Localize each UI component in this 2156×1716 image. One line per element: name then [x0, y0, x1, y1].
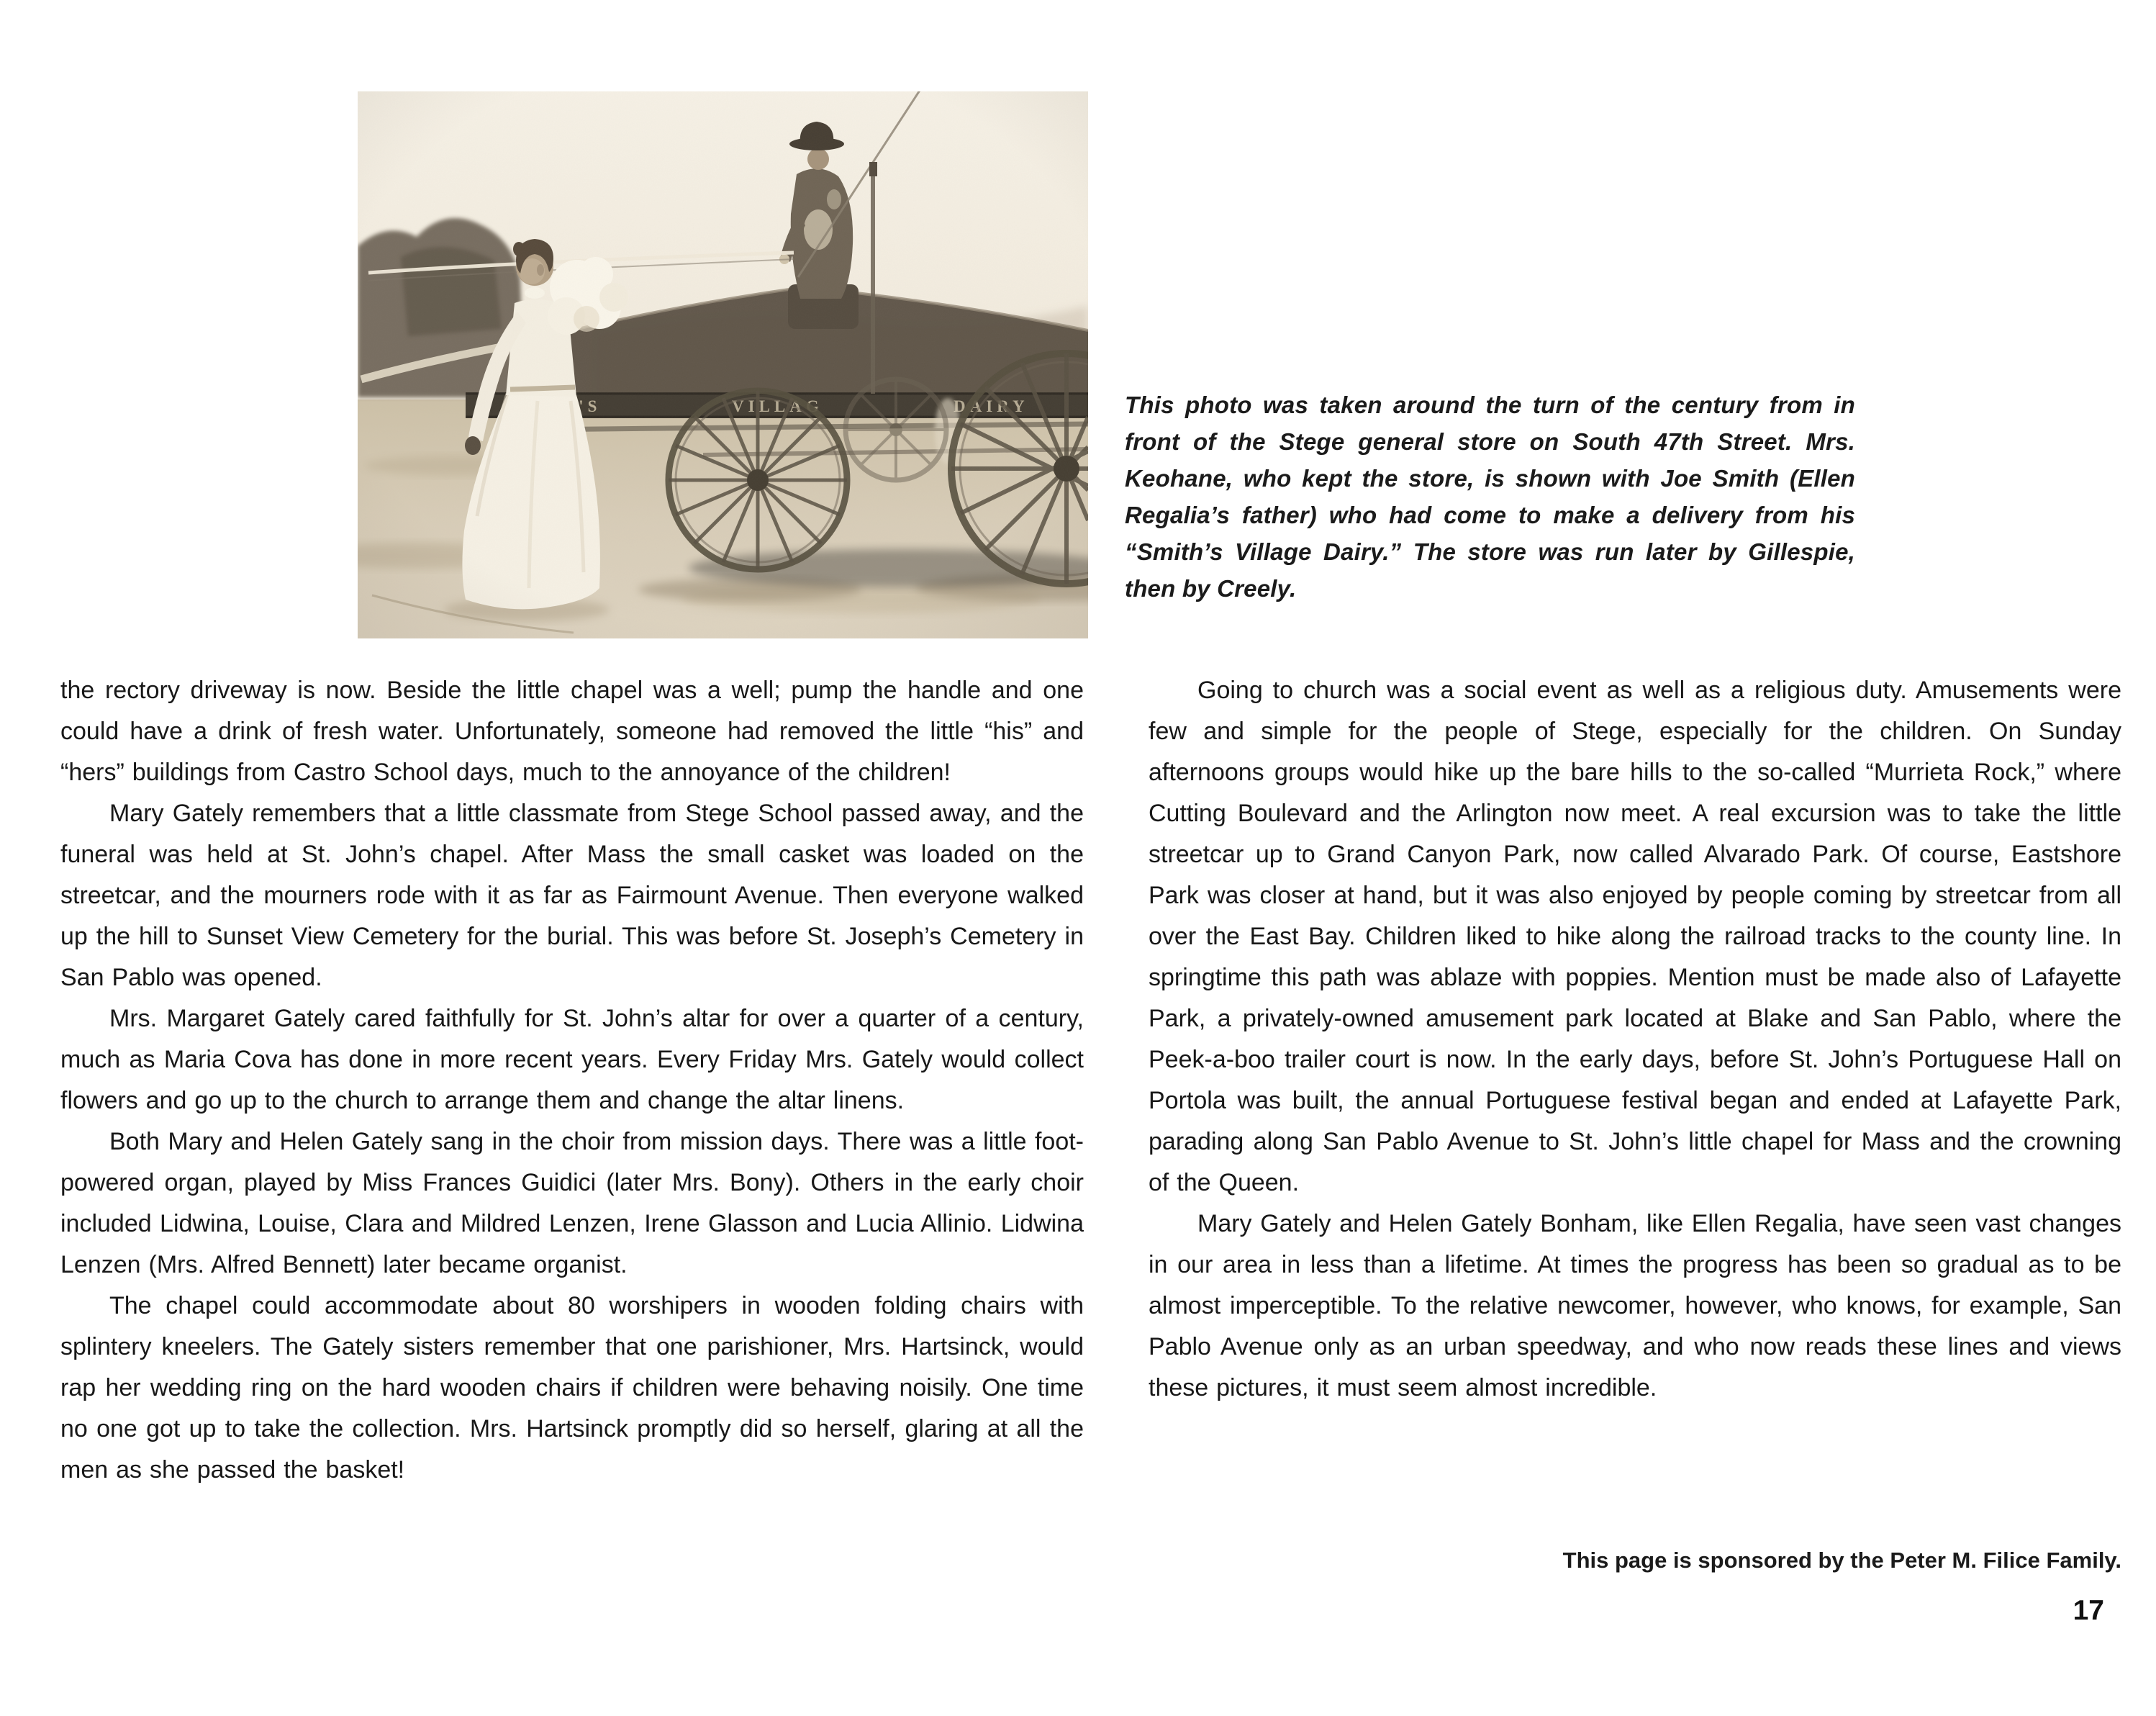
photo-grain [358, 91, 1088, 638]
body-paragraph: the rectory driveway is now. Beside the little chapel was a well; pump the handle and one could have a drink of fresh water. Unfortunately, someone had removed the little “his” and “hers” buildings from Castro School days, much to the annoyance of the children! [60, 677, 1084, 786]
body-paragraph: The chapel could accommodate about 80 worshipers in wooden folding chairs with splintery kneelers. The Gately sisters remember that one parishioner, Mrs. Hartsinck, would rap her wedding ring on the hard wooden chairs if children were behaving noisily. One time no one got up to take the collection. Mrs. Hartsinck promptly did so herself, glaring at all the men as she passed the basket! [60, 1292, 1084, 1484]
photo-caption: This photo was taken around the turn of the century from in front of the Stege general store on South 47th Street. Mrs. Keohane, who kept the store, is shown with Joe Smith (Ellen Regalia’s father) who had come to make a delivery from his “Smith’s Village Dairy.” The store was run later by Gillespie, then by Creely. [1125, 392, 1855, 602]
page-number: 17 [2073, 1595, 2104, 1626]
body-paragraph: Mary Gately and Helen Gately Bonham, like Ellen Regalia, have seen vast changes in our area in less than a lifetime. At times the progress has been so gradual as to be almost imperceptible. To the relative newcomer, however, who knows, for example, San Pablo Avenue only as an urban speedway, and who now reads these lines and views these pictures, it must seem almost incredible. [1149, 1210, 2121, 1401]
text-column-right [1149, 670, 2121, 1409]
photo-illustration [358, 91, 1088, 638]
sponsor-line: This page is sponsored by the Peter M. Filice Family. [1562, 1548, 2121, 1573]
text-column-left [60, 670, 1084, 1491]
body-paragraph: Going to church was a social event as well as a religious duty. Amusements were few and simple for the people of Stege, especially for the children. On Sunday afternoons groups would hike up the bare hills to the so-called “Murrieta Rock,” where Cutting Boulevard and the Arlington now meet. A real excursion was to take the little streetcar up to Grand Canyon Park, now called Alvarado Park. Of course, Eastshore Park was closer at hand, but it was also enjoyed by people coming by streetcar from all over the East Bay. Children liked to hike along the railroad tracks to the county line. In springtime this path was ablaze with poppies. Mention must be made also of Lafayette Park, a privately-owned amusement park located at Blake and San Pablo, where the Peek-a-boo trailer court is now. In the early days, before St. John’s Portuguese Hall on Portola was built, the annual Portuguese festival began and ended at Lafayette Park, parading along San Pablo Avenue to St. John’s little chapel for Mass and the crowning of the Queen. [1149, 677, 2121, 1196]
body-paragraph: Mary Gately remembers that a little classmate from Stege School passed away, and the funeral was held at St. John’s chapel. After Mass the small casket was loaded on the streetcar, and the mourners rode with it as far as Fairmount Avenue. Then everyone walked up the hill to Sunset View Cemetery for the burial. This was before St. Joseph’s Cemetery in San Pablo was opened. [60, 800, 1084, 991]
historic-photo [358, 91, 1088, 638]
body-paragraph: Both Mary and Helen Gately sang in the choir from mission days. There was a little foot-powered organ, played by Miss Frances Guidici (later Mrs. Bony). Others in the early choir included Lidwina, Louise, Clara and Mildred Lenzen, Irene Glasson and Lucia Allinio. Lidwina Lenzen (Mrs. Alfred Bennett) later became organist. [60, 1128, 1084, 1278]
body-paragraph: Mrs. Margaret Gately cared faithfully for St. John’s altar for over a quarter of a century, much as Maria Cova has done in more recent years. Every Friday Mrs. Gately would collect flowers and go up to the church to arrange them and change the altar linens. [60, 1005, 1084, 1114]
